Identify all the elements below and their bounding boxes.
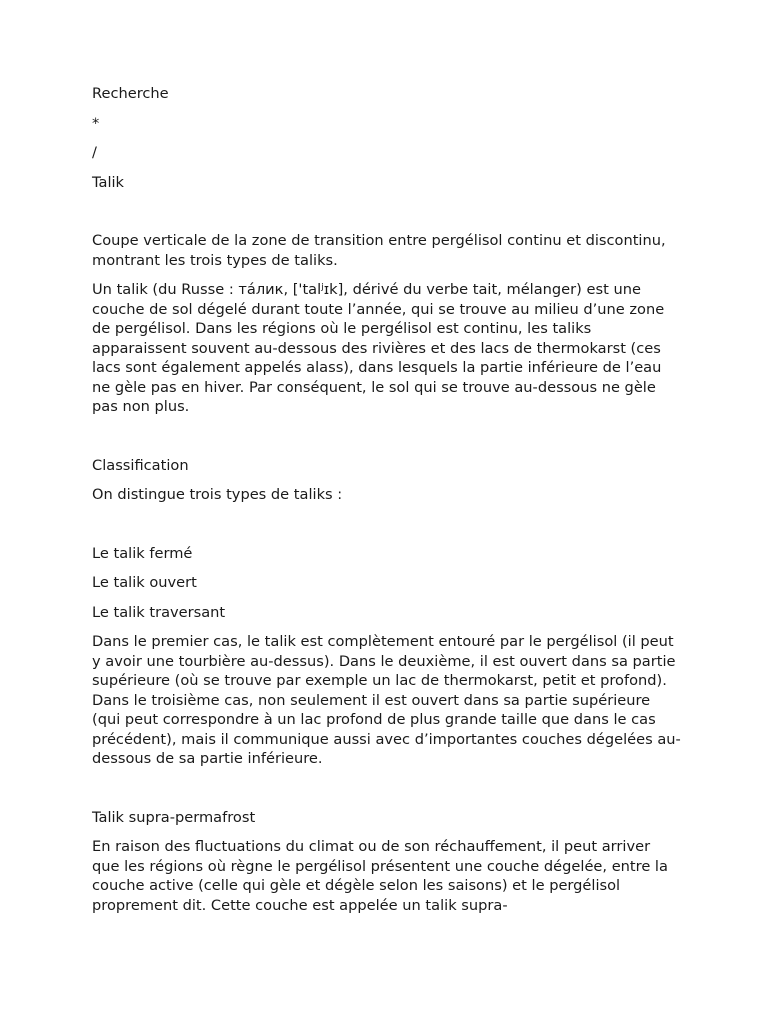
document-body (92, 84, 682, 925)
crumb-star: * (92, 114, 100, 132)
list-item: Le talik fermé (92, 544, 193, 562)
spacer (92, 515, 682, 544)
spacer (92, 202, 682, 231)
page-title: Talik (92, 173, 125, 191)
classification-intro: On distingue trois types de taliks : (92, 486, 343, 503)
spacer (92, 779, 682, 808)
types-explanation: Dans le premier cas, le talik est complètement entouré par le pergélisol (il peut y avoir une tourbière au-dessus). Dans le deuxième, il est ouvert dans sa partie supérieure (où se trouve par exemple un lac de thermokarst, petit et profond). Dans le troisième cas, non seulement il est ouvert dans sa partie supérieure (qui peut correspondre à un lac profond de plus grande taille que dans le cas précédent), mais il communique aussi avec d’importantes couches dégelées au-dessous de sa partie inférieure. (92, 633, 681, 767)
supra-paragraph: En raison des fluctuations du climat ou de son réchauffement, il peut arriver que les régions où règne le pergélisol présentent une couche dégelée, entre la couche active (celle qui gèle et dégèle selon les saisons) et le pergélisol proprement dit. Cette couche est appelée un talik supra- (92, 838, 668, 914)
list-item: Le talik traversant (92, 603, 226, 621)
list-item: Le talik ouvert (92, 574, 197, 591)
classification-heading: Classification (92, 456, 189, 474)
supra-heading: Talik supra-permafrost (92, 808, 256, 826)
intro-paragraph: Un talik (du Russe : та́лик, ['talʲɪk], dérivé du verbe tait, mélanger) est une couche de sol dégelé durant toute l’année, qui se trouve au milieu d’une zone de pergélisol. Dans les régions où le pergélisol est continu, les taliks apparaissent souvent au-dessous des rivières et des lacs de thermokarst (ces lacs sont également appelés alass), dans lesquels la partie inférieure de l’eau ne gèle pas en hiver. Par conséquent, le sol qui se trouve au-dessous ne gèle pas non plus. (92, 281, 665, 415)
crumb-label[interactable]: Recherche (92, 85, 169, 102)
figure-caption: Coupe verticale de la zone de transition entre pergélisol continu et discontinu, montrant les trois types de taliks. (92, 232, 666, 269)
spacer (92, 427, 682, 456)
crumb-slash: / (92, 144, 97, 161)
